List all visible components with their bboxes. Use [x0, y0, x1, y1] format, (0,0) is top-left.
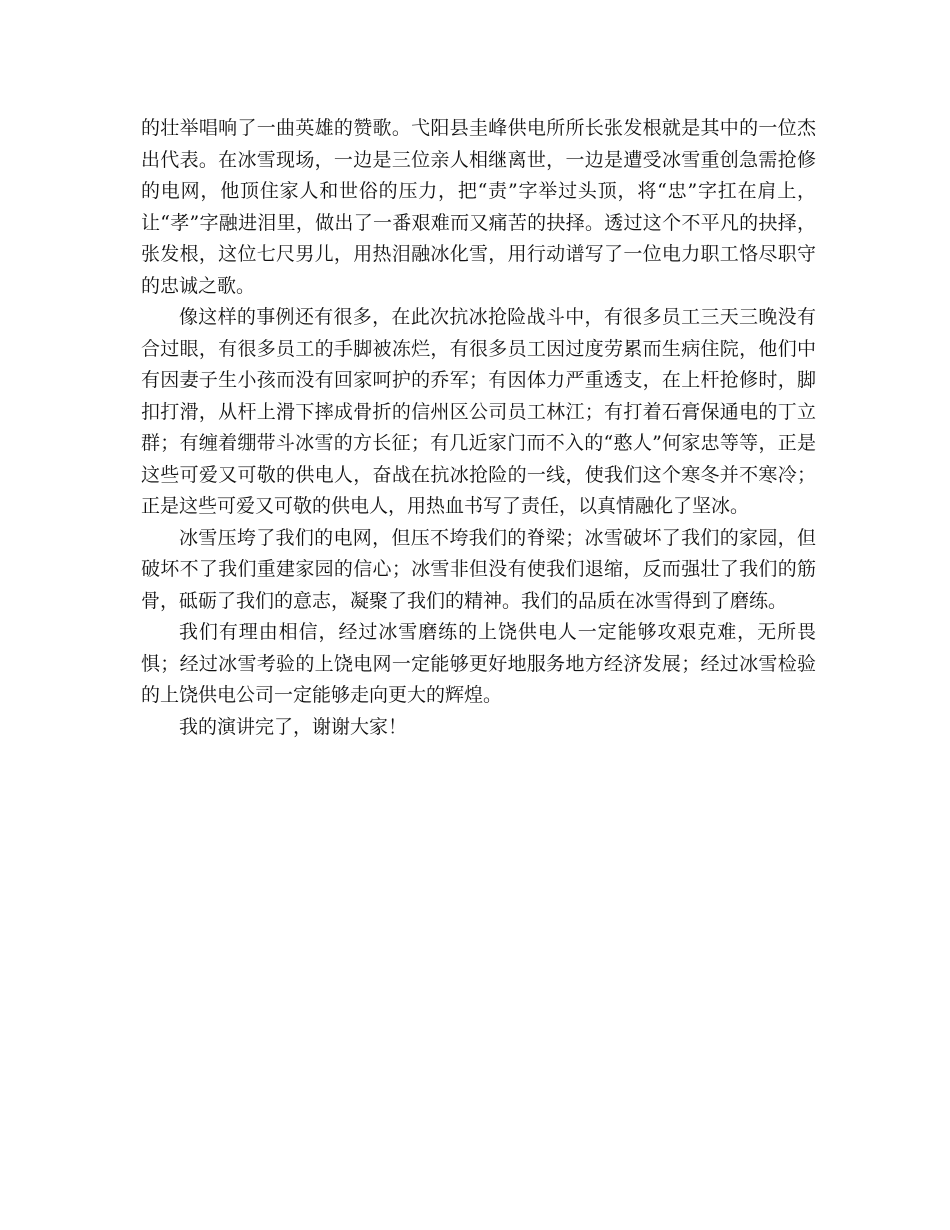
paragraph-confidence: 我们有理由相信，经过冰雪磨练的上饶供电人一定能够攻艰克难，无所畏惧；经过冰雪考验的上饶电网一定能够更好地服务地方经济发展；经过冰雪检验的上饶供电公司一定能够走向更大的辉煌。	[141, 621, 816, 706]
paragraph-examples: 像这样的事例还有很多，在此次抗冰抢险战斗中，有很多员工三天三晚没有合过眼，有很多员工的手脚被冻烂，有很多员工因过度劳累而生病住院，他们中有因妻子生小孩而没有回家呵护的乔军；有因体力严重透支，在上杆抢修时，脚扣打滑，从杆上滑下摔成骨折的信州区公司员工林江；有打着石膏保通电的丁立群；有缠着绷带斗冰雪的方长征；有几近家门而不入的“憨人”何家忠等等，正是这些可爱又可敬的供电人，奋战在抗冰抢险的一线，使我们这个寒冬并不寒冷；正是这些可爱又可敬的供电人，用热血书写了责任，以真情融化了坚冰。	[141, 306, 816, 517]
paragraph-ice-snow: 冰雪压垮了我们的电网，但压不垮我们的脊梁；冰雪破坏了我们的家园，但破坏不了我们重建家园的信心；冰雪非但没有使我们退缩，反而强壮了我们的筋骨，砥砺了我们的意志，凝聚了我们的精神。我们的品质在冰雪得到了磨练。	[141, 526, 816, 612]
document-body	[141, 113, 816, 743]
paragraph-closing: 我的演讲完了，谢谢大家！	[179, 715, 408, 738]
paragraph-continuation: 的壮举唱响了一曲英雄的赞歌。弋阳县圭峰供电所所长张发根就是其中的一位杰出代表。在冰雪现场，一边是三位亲人相继离世，一边是遭受冰雪重创急需抢修的电网，他顶住家人和世俗的压力，把“责”字举过头顶，将“忠”字扛在肩上，让“孝”字融进泪里，做出了一番艰难而又痛苦的抉择。透过这个不平凡的抉择，张发根，这位七尺男儿，用热泪融冰化雪，用行动谱写了一位电力职工恪尽职守的忠诚之歌。	[141, 117, 816, 297]
